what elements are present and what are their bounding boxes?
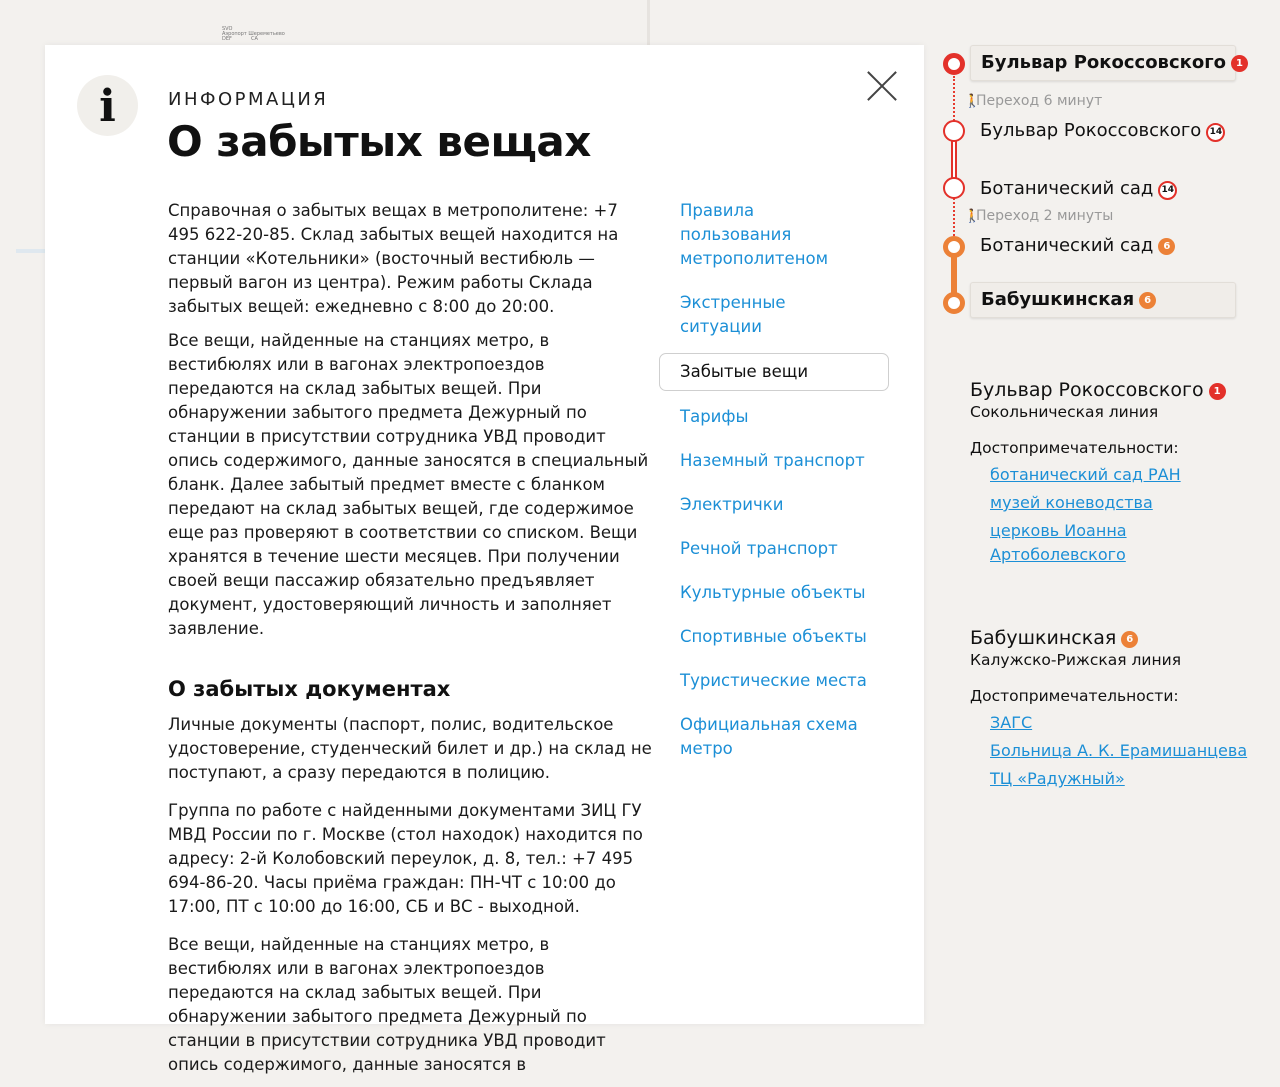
station-name: Ботанический сад xyxy=(980,178,1154,199)
line-badge: 6 xyxy=(1121,631,1138,648)
paragraph: Группа по работе с найденными документами ЗИЦ ГУ МВД России по г. Москве (стол находок) находится по адресу: 2-й Колобовский переулок, д. 8, тел.: +7 495 694-86-20. Часы приёма граждан: ПН-ЧТ с 10:00 до 17:00, ПТ с 10:00 до 16:00, СБ и ВС - выходной. xyxy=(168,801,643,916)
station-node xyxy=(943,53,965,75)
line-badge: 1 xyxy=(1231,55,1248,72)
station-node xyxy=(943,292,965,314)
route-origin[interactable] xyxy=(970,45,1243,81)
nav-item-tariffs[interactable]: Тарифы xyxy=(680,407,749,426)
sight-link[interactable]: ЗАГС xyxy=(990,713,1033,732)
paragraph: Все вещи, найденные на станциях метро, в вестибюлях или в вагонах электропоездов передаются на склад забытых вещей. При обнаружении забытого предмета Дежурный по станции в присутствии сотрудника УВД проводит опись содержимого, данные заносятся в специальный бланк. Далее забытый предмет вместе с бланком передают на склад забытых вещей, где содержимое еще раз проверяют в соответствии со списком. Вещи хранятся в течение шести месяцев. При получении своей вещи пассажир обязательно предъявляет документ, удостоверяющий личность и заполняет заявление. xyxy=(168,331,649,638)
route-panel xyxy=(938,44,1248,334)
info-modal xyxy=(45,45,924,1074)
station-name: Бульвар Рокоссовского xyxy=(980,120,1202,141)
sights-label: Достопримечательности: xyxy=(970,439,1179,457)
route-station xyxy=(980,120,1225,142)
nav-item-ground-transport[interactable]: Наземный транспорт xyxy=(680,451,865,470)
sight-link[interactable]: Больница А. К. Ерамишанцева xyxy=(990,741,1248,760)
nav-item-emergency[interactable]: Экстренные ситуации xyxy=(680,293,786,336)
map-line xyxy=(647,0,650,46)
walk-icon: 🚶 xyxy=(964,209,981,224)
nav-item-culture[interactable]: Культурные объекты xyxy=(680,583,866,602)
line-badge: 14 xyxy=(1158,181,1177,200)
nav-item-trains[interactable]: Электрички xyxy=(680,495,784,514)
line-name: Калужско-Рижская линия xyxy=(970,651,1182,669)
sights-label: Достопримечательности: xyxy=(970,687,1179,705)
article-body xyxy=(168,199,653,1087)
nav-item-tourist[interactable]: Туристические места xyxy=(680,671,867,690)
info-nav xyxy=(659,199,889,781)
close-button[interactable] xyxy=(867,71,897,101)
route-station xyxy=(980,235,1175,256)
transfer-info xyxy=(964,93,1102,109)
line-name: Сокольническая линия xyxy=(970,403,1159,421)
nav-item-metro-map[interactable]: Официальная схема метро xyxy=(680,715,858,758)
route-destination[interactable] xyxy=(970,282,1236,318)
line-badge: 1 xyxy=(1209,383,1226,400)
sights-list xyxy=(970,463,1260,567)
paragraph: Личные документы (паспорт, полис, водительское удостоверение, студенческий билет и др.) на склад не поступают, а сразу передаются в полицию. xyxy=(168,715,652,782)
transfer-info xyxy=(964,208,1113,224)
station-info-to xyxy=(970,627,1260,795)
station-info-from xyxy=(970,379,1260,571)
page-title: О забытых вещах xyxy=(167,117,591,166)
section-heading: О забытых документах xyxy=(168,677,451,701)
map-label: SVO Аэропорт Шереметьево DEF CA xyxy=(222,26,285,42)
station-node xyxy=(943,177,965,199)
nav-item-lost-items[interactable]: Забытые вещи xyxy=(659,353,889,391)
paragraph: Все вещи, найденные на станциях метро, в вестибюлях или в вагонах электропоездов передаются на склад забытых вещей. При обнаружении забытого предмета Дежурный по станции в присутствии сотрудника УВД проводит опись содержимого, данные заносятся в xyxy=(168,935,606,1074)
nav-item-sports[interactable]: Спортивные объекты xyxy=(680,627,867,646)
paragraph: Справочная о забытых вещах в метрополитене: +7 495 622-20-85. Склад забытых вещей находится на станции «Котельники» (восточный вестибюль — первый вагон из центра). Режим работы Склада забытых вещей: ежедневно с 8:00 до 20:00. xyxy=(168,201,619,316)
map-line xyxy=(16,249,46,253)
sight-link[interactable]: церковь Иоанна Артоболевского xyxy=(990,521,1127,564)
transfer-label: Переход 6 минут xyxy=(976,93,1103,109)
line-badge: 6 xyxy=(1158,238,1175,255)
station-name: Бабушкинская xyxy=(970,627,1117,649)
nav-item-rules[interactable]: Правила пользования метрополитеном xyxy=(680,201,829,268)
line-badge: 14 xyxy=(1206,123,1225,142)
sight-link[interactable]: музей коневодства xyxy=(990,493,1153,512)
transfer-label: Переход 2 минуты xyxy=(976,208,1114,224)
station-node xyxy=(943,120,965,142)
station-name: Бульвар Рокоссовского xyxy=(981,52,1226,73)
info-icon: i xyxy=(77,75,138,136)
modal-kicker: ИНФОРМАЦИЯ xyxy=(168,89,329,110)
station-name: Бабушкинская xyxy=(981,289,1135,310)
route-station xyxy=(980,178,1177,200)
nav-item-river-transport[interactable]: Речной транспорт xyxy=(680,539,838,558)
station-name: Ботанический сад xyxy=(980,235,1154,256)
line-badge: 6 xyxy=(1139,292,1156,309)
sight-link[interactable]: ботанический сад РАН xyxy=(990,465,1181,484)
sight-link[interactable]: ТЦ «Радужный» xyxy=(990,769,1125,788)
sights-list xyxy=(970,711,1260,791)
walk-icon: 🚶 xyxy=(964,94,981,109)
station-name: Бульвар Рокоссовского xyxy=(970,379,1204,401)
station-node xyxy=(943,236,965,258)
